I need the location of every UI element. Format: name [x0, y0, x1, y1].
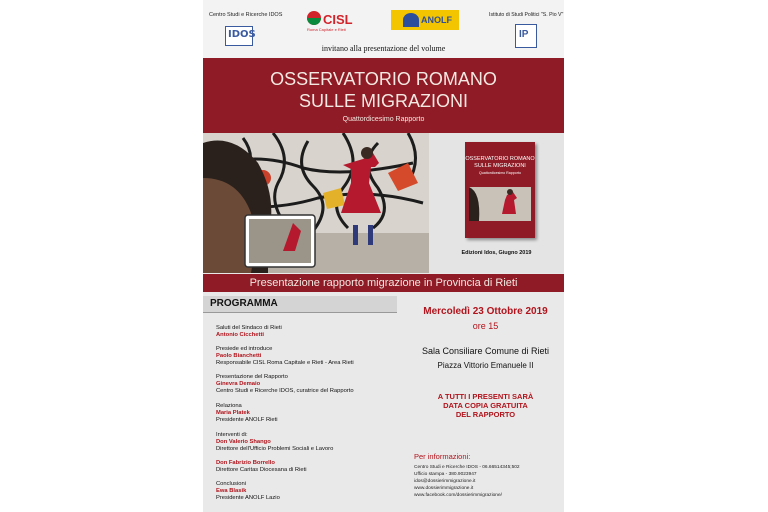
- presentation-text: Presentazione rapporto migrazione in Provincia di Rieti: [249, 277, 518, 289]
- cisl-logo-name: CISL: [323, 12, 353, 27]
- program-item-5: [216, 432, 396, 453]
- book-title-2: SULLE MIGRAZIONI: [474, 163, 526, 169]
- program-speaker-desc: Presidente ANOLF Rieti: [216, 417, 278, 423]
- free-copy-line-3: DEL RAPPORTO: [455, 410, 516, 419]
- event-poster: [203, 0, 564, 512]
- program-role: Interventi di:: [216, 432, 248, 438]
- program-speaker: Paolo Bianchetti: [216, 353, 262, 359]
- program-role: Presiede ed introduce: [216, 346, 273, 352]
- anolf-globe-icon: [403, 13, 419, 27]
- event-date: Mercoledì 23 Ottobre 2019: [423, 306, 548, 317]
- cover-photo: [203, 133, 429, 273]
- free-copy-notice: [407, 392, 564, 419]
- title-line-1: OSSERVATORIO ROMANO: [270, 69, 497, 89]
- info-heading: Per informazioni:: [414, 452, 471, 461]
- program-item-6: [216, 460, 396, 474]
- book-cover-photo: [469, 187, 531, 221]
- book-subtitle: Quattordicesimo Rapporto: [479, 171, 521, 175]
- book-edition: Edizioni Idos, Giugno 2019: [461, 250, 532, 256]
- event-time: ore 15: [472, 321, 499, 331]
- program-speaker: Maria Platek: [216, 410, 250, 416]
- program-speaker-desc: Direttore dell'Ufficio Problemi Sociali e Lavoro: [216, 446, 334, 452]
- program-speaker-desc: Presidente ANOLF Lazio: [216, 495, 280, 501]
- cisl-logo-sub: Roma Capitale e Rieti: [307, 27, 346, 32]
- pio-v-org-name: Istituto di Studi Politici "S. Pio V": [489, 12, 564, 18]
- program-speaker: Antonio Cicchetti: [216, 332, 264, 338]
- program-item-4: [216, 403, 396, 424]
- program-speaker-desc: Direttore Caritas Diocesana di Rieti: [216, 467, 307, 473]
- book-cover-illustration: [469, 187, 531, 221]
- invite-line: invitano alla presentazione del volume: [321, 44, 446, 53]
- program-item-2: [216, 346, 396, 367]
- program-speaker: Ginevra Demaio: [216, 381, 261, 387]
- program-role: Conclusioni: [216, 481, 246, 487]
- info-phone-idos: Centro Studi e Ricerche IDOS - 06.66514345;502: [414, 465, 520, 470]
- idos-logo-text: IDOS: [228, 29, 256, 40]
- event-venue: Sala Consiliare Comune di Rieti: [421, 346, 550, 356]
- ip-logo-text: IP: [519, 29, 529, 40]
- cover-photo-illustration: [203, 133, 429, 273]
- programma-label: PROGRAMMA: [210, 298, 278, 309]
- info-website-link[interactable]: www.dossierimmigrazione.it: [414, 486, 474, 491]
- program-role: Saluti del Sindaco di Rieti: [216, 325, 282, 331]
- program-role: Relaziona: [216, 403, 242, 409]
- idos-org-name: Centro Studi e Ricerche IDOS: [209, 12, 283, 18]
- free-copy-line-2: DATA COPIA GRATUITA: [443, 401, 528, 410]
- free-copy-line-1: A TUTTI I PRESENTI SARÀ: [437, 392, 534, 401]
- program-item-1: [216, 325, 396, 339]
- program-speaker: Don Fabrizio Borrello: [216, 460, 275, 466]
- idos-logo: [225, 26, 256, 46]
- program-speaker-desc: Responsabile CISL Roma Capitale e Rieti - Area Rieti: [216, 360, 354, 366]
- anolf-logo-name: ANOLF: [421, 15, 452, 25]
- info-press-office: Ufficio stampa - 380.9023947: [414, 472, 477, 477]
- event-square: Piazza Vittorio Emanuele II: [437, 361, 534, 370]
- title-subtitle: Quattordicesimo Rapporto: [342, 116, 425, 123]
- info-facebook-link[interactable]: www.facebook.com/dossierimmigrazione/: [414, 493, 502, 498]
- program-item-3: [216, 374, 396, 395]
- program-speaker: Don Valerio Shango: [216, 439, 271, 445]
- program-item-7: [216, 481, 396, 502]
- info-email-link[interactable]: idos@dossierimmigrazione.it: [414, 479, 476, 484]
- program-role: Presentazione del Rapporto: [216, 374, 288, 380]
- program-speaker: Ewa Blasik: [216, 488, 247, 494]
- program-speaker-desc: Centro Studi e Ricerche IDOS, curatrice del Rapporto: [216, 388, 354, 394]
- book-title-1: OSSERVATORIO ROMANO: [465, 156, 535, 162]
- title-line-2: SULLE MIGRAZIONI: [298, 91, 469, 111]
